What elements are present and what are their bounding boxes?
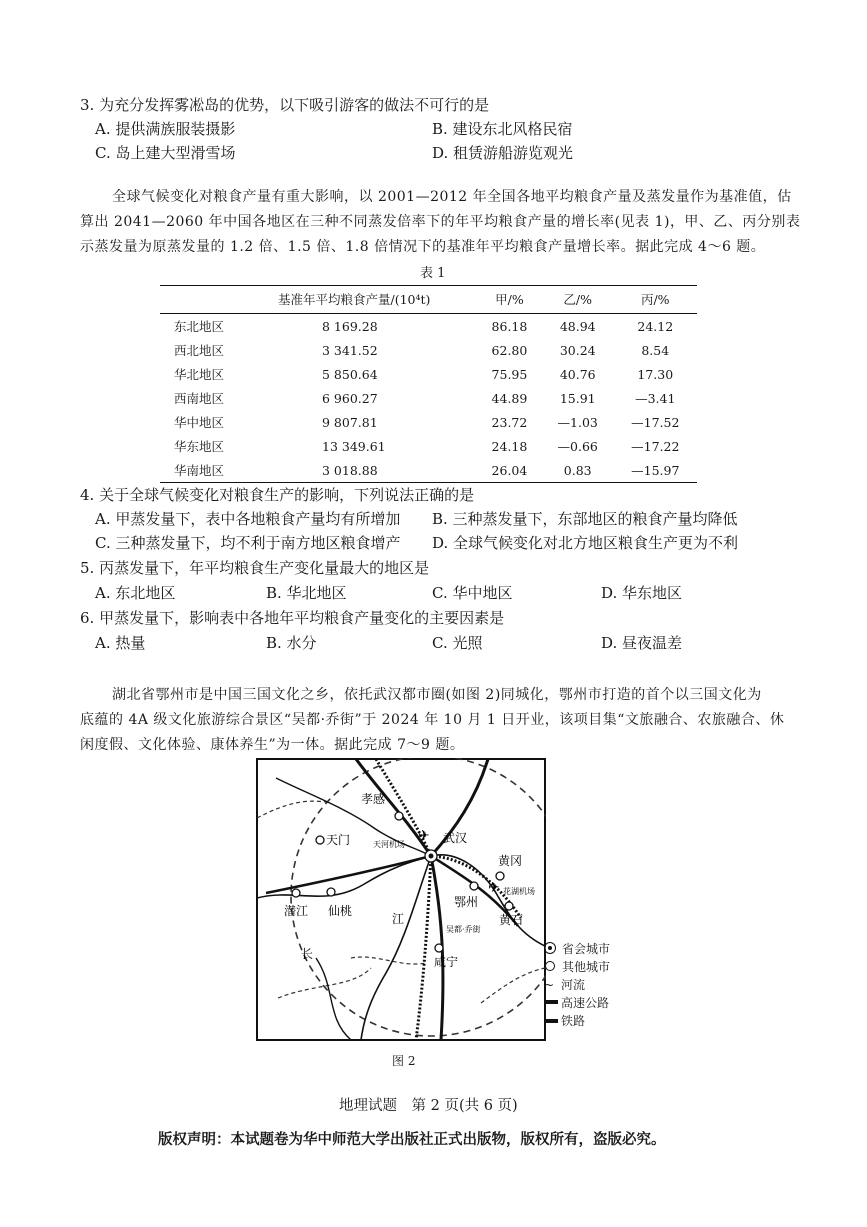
table-value-cell: 75.95 — [491, 366, 528, 382]
table-value-cell: 86.18 — [491, 318, 528, 334]
table-value-cell: 24.12 — [637, 318, 674, 334]
city-dot-tianmen — [316, 836, 324, 844]
q3-stem: 3. 为充分发挥雾凇岛的优势，以下吸引游客的做法不可行的是 — [80, 96, 490, 114]
legend-label-other: 其他城市 — [562, 960, 611, 974]
scenic-label-wuduqiaojie: 吴都·乔街 — [446, 925, 481, 934]
table-value-cell: —15.97 — [614, 458, 697, 483]
q5-option-d: D. 华东地区 — [601, 584, 683, 602]
legend-label-river: 河流 — [561, 978, 586, 992]
table-value-cell: 5 850.64 — [322, 366, 378, 382]
q6-stem: 6. 甲蒸发量下，影响表中各地年平均粮食产量变化的主要因素是 — [80, 609, 505, 627]
map-legend-box — [544, 940, 610, 1030]
q3-option-c: C. 岛上建大型滑雪场 — [95, 144, 236, 162]
table-region-cell: 华北地区 — [174, 367, 225, 382]
q6-option-a: A. 热量 — [95, 634, 146, 652]
table-value-cell: 40.76 — [559, 366, 596, 382]
airport-icon-tianhe: ✈ — [418, 828, 430, 844]
intro1-line1: 全球气候变化对粮食产量有重大影响，以 2001—2012 年全国各地平均粮食产量及蒸发量作为基准值，估 — [112, 189, 792, 205]
table-value-cell: 48.94 — [559, 318, 596, 334]
table-value-cell: —1.03 — [557, 414, 598, 430]
city-dot-xianning — [435, 944, 443, 952]
table-value-cell: 24.18 — [491, 438, 528, 454]
city-label-qianjiang: 潜江 — [284, 904, 309, 918]
q3-option-b: B. 建设东北风格民宿 — [432, 120, 573, 138]
table-region-cell: 华南地区 — [160, 458, 260, 483]
table-value-cell: 6 960.27 — [322, 390, 378, 406]
table-row — [160, 314, 697, 339]
airport-icon-huahu: ✈ — [488, 880, 500, 896]
table-region-cell: 西北地区 — [174, 343, 225, 358]
legend-row-provincial — [544, 940, 610, 958]
legend-label-railway: 铁路 — [561, 1014, 586, 1028]
table-value-cell: —0.66 — [557, 438, 598, 454]
table-header: 基准年平均粮食产量/(10⁴t) — [260, 286, 477, 314]
q5-option-c: C. 华中地区 — [432, 584, 513, 602]
city-label-xiaogan: 孝感 — [361, 792, 386, 806]
river-label-jiang: 江 — [392, 912, 405, 926]
q4-option-b: B. 三种蒸发量下，东部地区的粮食产量均降低 — [432, 510, 738, 528]
q6-option-d: D. 昼夜温差 — [601, 634, 683, 652]
legend-highway-icon — [544, 1000, 558, 1004]
city-label-wuhan: 武汉 — [443, 831, 468, 845]
q4-option-c: C. 三种蒸发量下，均不利于南方地区粮食增产 — [95, 534, 401, 552]
table-value-cell: 3 341.52 — [322, 342, 378, 358]
table-value-cell: 44.89 — [491, 390, 528, 406]
table-value-cell: 17.30 — [637, 366, 674, 382]
city-dot-ezhou — [470, 882, 478, 890]
city-dot-xiaogan — [395, 812, 403, 820]
table-value-cell: —3.41 — [635, 390, 676, 406]
legend-river-icon: ~ — [544, 978, 555, 992]
city-label-xianning: 咸宁 — [434, 955, 459, 969]
legend-label-highway: 高速公路 — [561, 996, 610, 1010]
table-value-cell: 8.54 — [641, 342, 670, 358]
table-value-cell: 0.83 — [542, 458, 614, 483]
intro2-line3: 闲度假、文化体验、康体养生”为一体。据此完成 7～9 题。 — [80, 737, 465, 753]
q6-option-b: B. 水分 — [266, 634, 317, 652]
city-dot-xiantao — [327, 888, 335, 896]
table-header: 甲/% — [477, 286, 542, 314]
q5-option-b: B. 华北地区 — [266, 584, 347, 602]
table-header-row — [160, 286, 697, 314]
table-value-cell: 26.04 — [477, 458, 542, 483]
table-value-cell: 13 349.61 — [322, 438, 386, 454]
river-label-chang: 长 — [301, 947, 314, 961]
q6-option-c: C. 光照 — [432, 634, 483, 652]
table-row — [160, 410, 697, 434]
table-value-cell: 62.80 — [491, 342, 528, 358]
q3-option-d: D. 租赁游船游览观光 — [432, 144, 574, 162]
q5-stem: 5. 丙蒸发量下，年平均粮食生产变化量最大的地区是 — [80, 559, 430, 577]
intro1-line2: 算出 2041—2060 年中国各地区在三种不同蒸发倍率下的年平均粮食产量的增长率(见表 1)，甲、乙、丙分别表 — [80, 214, 801, 230]
table-value-cell: 9 807.81 — [322, 414, 378, 430]
legend-label-provincial: 省会城市 — [562, 942, 611, 956]
capital-dot-wuhan — [429, 854, 434, 859]
copyright-notice: 版权声明：本试题卷为华中师范大学出版社正式出版物，版权所有，盗版必究。 — [158, 1131, 666, 1148]
city-dot-huangshi — [505, 902, 513, 910]
table-value-cell: 23.72 — [491, 414, 528, 430]
table-row — [160, 458, 697, 483]
table-caption: 表 1 — [420, 266, 446, 281]
intro2-line1: 湖北省鄂州市是中国三国文化之乡，依托武汉都市圈(如图 2)同城化，鄂州市打造的首个以三国文化为 — [112, 687, 762, 703]
legend-capital-icon — [544, 942, 556, 954]
table-header — [160, 286, 260, 314]
city-label-xiantao: 仙桃 — [328, 904, 353, 918]
intro2-line2: 底蕴的 4A 级文化旅游综合景区“吴都·乔街”于 2024 年 10 月 1 日开业，该项目集“文旅融合、农旅融合、休 — [80, 712, 785, 728]
table-header: 乙/% — [542, 286, 614, 314]
table-value-cell: —17.52 — [631, 414, 680, 430]
legend-city-icon — [545, 961, 555, 971]
city-label-huangshi: 黄石 — [499, 913, 524, 927]
table-region-cell: 华中地区 — [174, 415, 225, 430]
city-label-tianmen: 天门 — [326, 833, 351, 847]
table-region-cell: 华东地区 — [174, 439, 225, 454]
q4-option-a: A. 甲蒸发量下，表中各地粮食产量均有所增加 — [95, 510, 401, 528]
page-footer: 地理试题 第 2 页(共 6 页) — [339, 1098, 518, 1114]
legend-row-highway — [544, 994, 610, 1012]
table-row — [160, 362, 697, 386]
q5-option-a: A. 东北地区 — [95, 584, 176, 602]
q3-option-a: A. 提供满族服装摄影 — [95, 120, 236, 138]
legend-row-river — [544, 976, 610, 994]
table-row — [160, 386, 697, 410]
table-region-cell: 西南地区 — [174, 391, 225, 406]
wuhan-metro-map — [256, 758, 546, 1041]
table-value-cell: 8 169.28 — [322, 318, 378, 334]
grain-table — [160, 285, 697, 483]
table-row — [160, 338, 697, 362]
city-dot-huanggang — [496, 872, 504, 880]
city-label-ezhou: 鄂州 — [454, 895, 479, 909]
table-region-cell: 东北地区 — [174, 319, 225, 334]
table-header: 丙/% — [614, 286, 697, 314]
map-caption: 图 2 — [392, 1054, 416, 1068]
city-dot-qianjiang — [292, 889, 300, 897]
legend-row-other — [544, 958, 610, 976]
q4-stem: 4. 关于全球气候变化对粮食生产的影响，下列说法正确的是 — [80, 486, 475, 504]
intro1-line3: 示蒸发量为原蒸发量的 1.2 倍、1.5 倍、1.8 倍情况下的基准年平均粮食产量增长率。据此完成 4～6 题。 — [80, 239, 766, 255]
table-row — [160, 434, 697, 458]
airport-label-huahu: 花湖机场 — [503, 887, 535, 896]
legend-row-railway — [544, 1012, 610, 1030]
table-value-cell: 15.91 — [559, 390, 596, 406]
city-label-huanggang: 黄冈 — [498, 854, 523, 868]
q4-option-d: D. 全球气候变化对北方地区粮食生产更为不利 — [432, 534, 739, 552]
table-value-cell: —17.22 — [631, 438, 680, 454]
airport-label-tianhe: 天河机场 — [373, 840, 405, 849]
table-value-cell: 3 018.88 — [260, 458, 477, 483]
legend-railway-icon — [544, 1019, 558, 1023]
table-value-cell: 30.24 — [559, 342, 596, 358]
